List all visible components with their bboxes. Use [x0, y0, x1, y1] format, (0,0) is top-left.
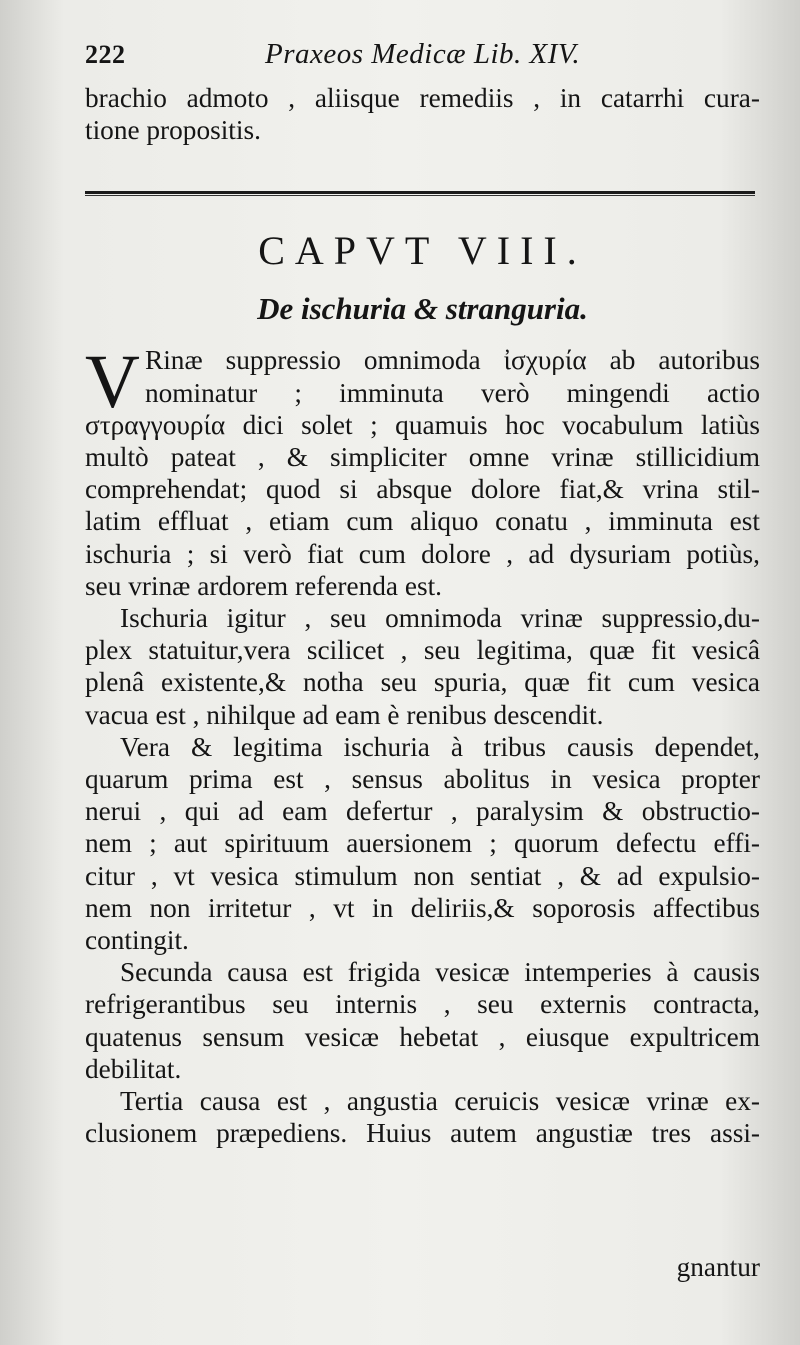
- text-line: tione propositis.: [85, 115, 261, 146]
- paragraph-3: [85, 731, 760, 956]
- rule-thick: [85, 191, 755, 194]
- text-line: seu vrinæ ardorem referenda est.: [85, 570, 442, 601]
- text-line: comprehendat; quod si absque dolore fiat,& vrina stil-: [85, 474, 760, 505]
- drop-cap: V: [85, 340, 140, 425]
- text-line: vacua est , nihilque ad eam è renibus descendit.: [85, 699, 604, 730]
- carryover-text: [85, 82, 760, 146]
- paragraph-1: [85, 340, 760, 602]
- text-line: refrigerantibus seu internis , seu externis contracta,: [85, 989, 760, 1020]
- text-line: Secunda causa est frigida vesicæ intemperies à causis: [120, 957, 760, 988]
- text-line: nem non irritetur , vt in deliriis,& soporosis affectibus: [85, 892, 760, 923]
- text-line: nominatur ; imminuta verò mingendi actio: [145, 377, 760, 408]
- text-line: clusionem præpediens. Huius autem angustiæ tres assi-: [85, 1118, 760, 1149]
- text-line: debilitat.: [85, 1053, 182, 1084]
- text-line: brachio admoto , aliisque remediis , in catarrhi cura-: [85, 83, 760, 113]
- text-line: citur , vt vesica stimulum non sentiat , & ad expulsio-: [85, 860, 760, 891]
- catchword: gnantur: [676, 1252, 760, 1282]
- ornamental-rule: [85, 164, 760, 216]
- text-line: quarum prima est , sensus abolitus in vesica propter: [85, 764, 760, 795]
- text-line: Vera & legitima ischuria à tribus causis dependet,: [120, 731, 760, 762]
- text-line: latim effluat , etiam cum aliquo conatu , imminuta est: [85, 506, 760, 537]
- text-line: Rinæ suppressio omnimoda ἰσχυρία ab autoribus: [145, 345, 760, 376]
- page-content: [85, 38, 760, 1149]
- text-line: nerui , qui ad eam defertur , paralysim & obstructio-: [85, 796, 760, 827]
- text-line: quatenus sensum vesicæ hebetat , eiusque expultricem: [85, 1021, 760, 1052]
- chapter-heading: CAPVT VIII.: [258, 228, 587, 274]
- text-line: multò pateat , & simpliciter omne vrinæ stillicidium: [85, 442, 760, 473]
- paragraph-5: [85, 1085, 760, 1149]
- text-line: plex statuitur,vera scilicet , seu legitima, quæ fit vesicâ: [85, 635, 760, 666]
- running-head: [85, 38, 760, 82]
- text-line: Ischuria igitur , seu omnimoda vrinæ suppressio,du-: [120, 603, 760, 634]
- text-line: ischuria ; si verò fiat cum dolore , ad dysuriam potiùs,: [85, 538, 760, 569]
- chapter-subtitle: De ischuria & stranguria.: [257, 291, 588, 327]
- page-number: 222: [85, 40, 126, 69]
- text-line: plenâ existente,& notha seu spuria, quæ fit cum vesica: [85, 667, 760, 698]
- text-line: Tertia causa est , angustia ceruicis vesicæ vrinæ ex-: [120, 1086, 760, 1117]
- text-line: contingit.: [85, 925, 189, 956]
- rule-thin: [85, 195, 755, 196]
- text-line: nem ; aut spirituum auersionem ; quorum defectu effi-: [85, 828, 760, 859]
- running-title: Praxeos Medicæ Lib. XIV.: [265, 38, 581, 70]
- paragraph-4: [85, 956, 760, 1085]
- paragraph-2: [85, 602, 760, 731]
- text-line: στραγγουρία dici solet ; quamuis hoc vocabulum latiùs: [85, 409, 760, 440]
